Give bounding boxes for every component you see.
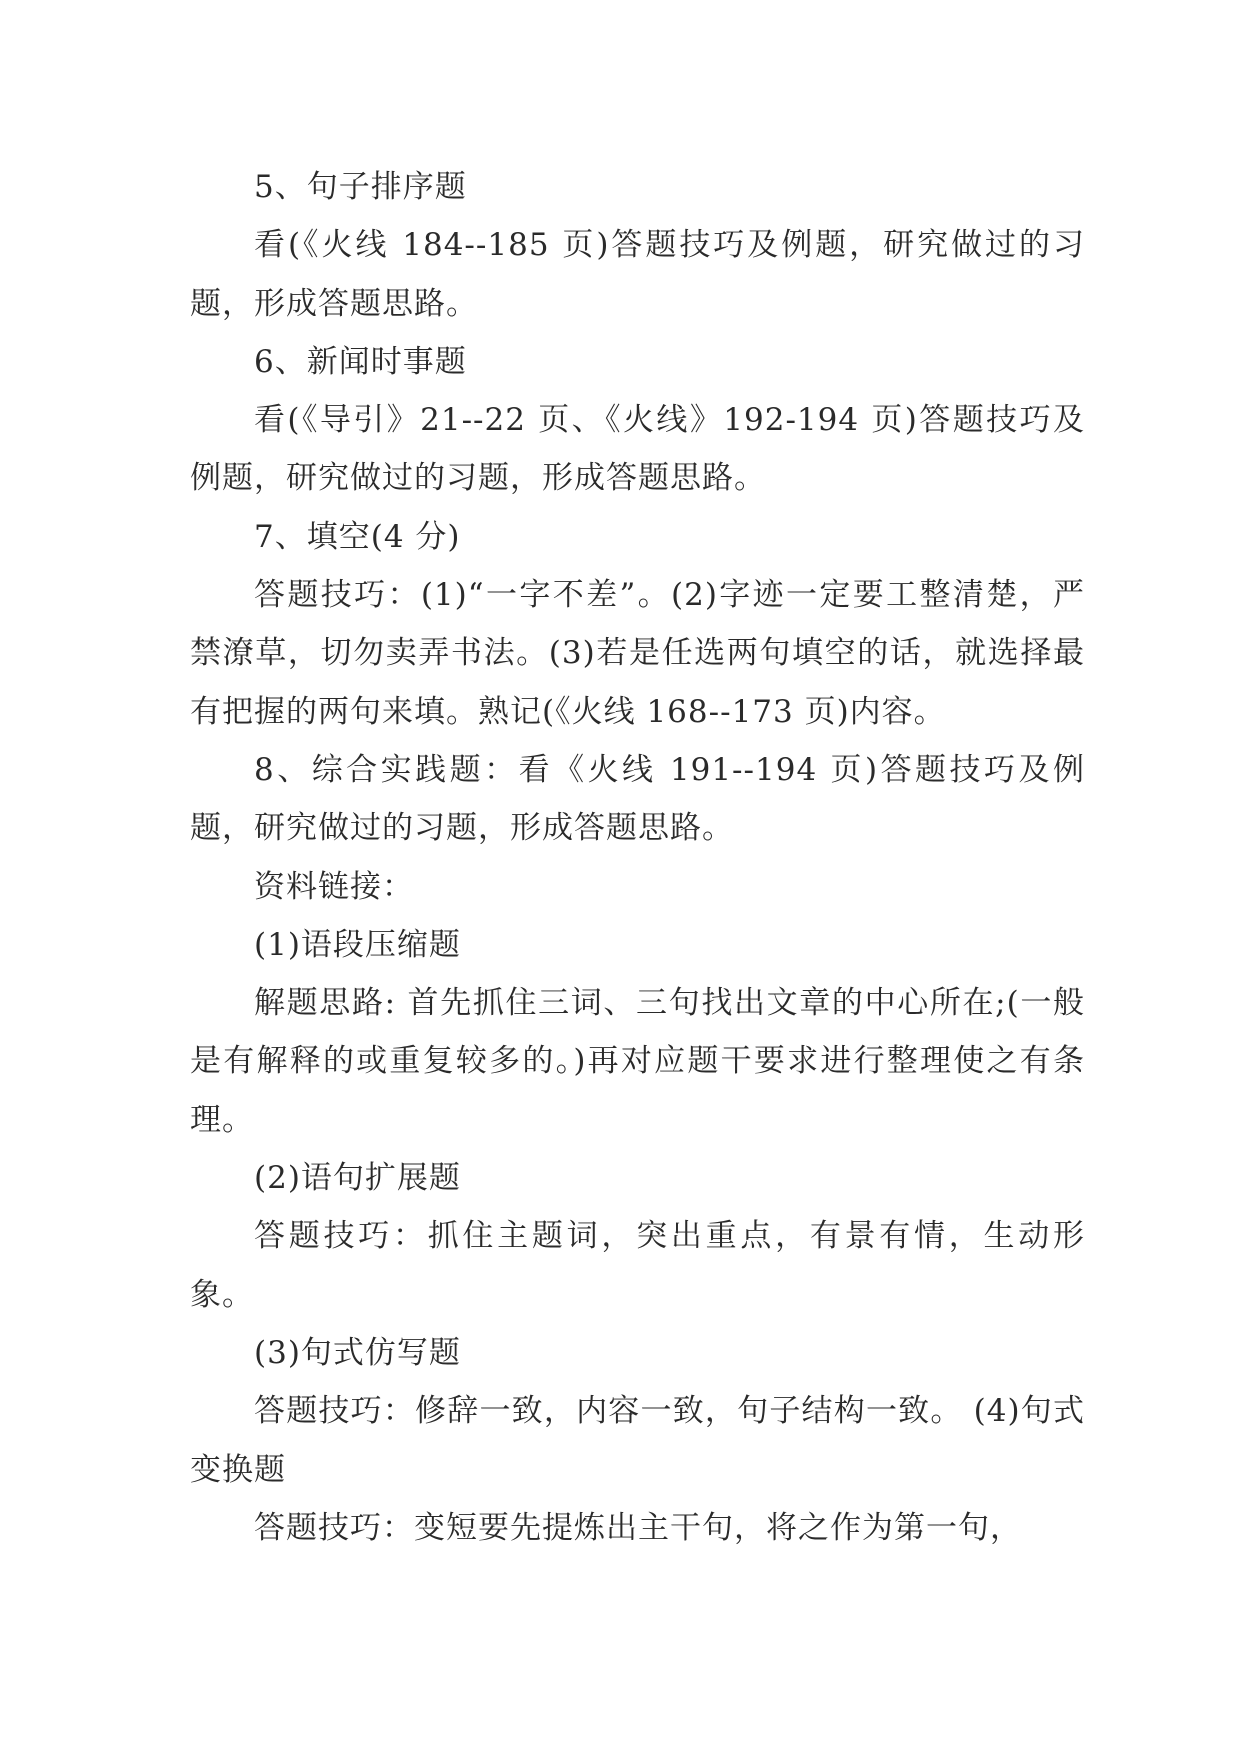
paragraph-fill-in-blank-tips: 答题技巧：(1)“一字不差”。(2)字迹一定要工整清楚，严禁潦草，切勿卖弄书法。(3)若是任选两句填空的话，就选择最有把握的两句来填。熟记(《火线 168--173 页)内容。 (190, 577, 1085, 730)
heading-sentence-expansion: (2)语句扩展题 (254, 1160, 461, 1197)
heading-fill-in-blank: 7、填空(4 分) (254, 518, 461, 555)
paragraph-sentence-imitation-tips: 答题技巧：修辞一致，内容一致，句子结构一致。 (4)句式变换题 (190, 1393, 1085, 1488)
paragraph-news-events-tips: 看(《导引》21--22 页、《火线》192-194 页)答题技巧及例题，研究做过的习题，形成答题思路。 (190, 402, 1085, 497)
paragraph-sentence-transformation-tips: 答题技巧：变短要先提炼出主干句，将之作为第一句， (254, 1509, 1022, 1546)
heading-sentence-ordering: 5、句子排序题 (254, 169, 467, 205)
document-body (190, 158, 1085, 1557)
heading-news-events: 6、新闻时事题 (254, 343, 467, 380)
heading-passage-compression: (1)语段压缩题 (254, 926, 461, 963)
paragraph-comprehensive-practice: 8、综合实践题：看《火线 191--194 页)答题技巧及例题，研究做过的习题，形成答题思路。 (190, 751, 1085, 847)
paragraph-sentence-ordering-tips: 看(《火线 184--185 页)答题技巧及例题，研究做过的习题，形成答题思路。 (190, 227, 1085, 322)
heading-resource-links: 资料链接： (254, 868, 414, 905)
paragraph-sentence-expansion-tips: 答题技巧：抓住主题词，突出重点，有景有情，生动形象。 (190, 1218, 1085, 1313)
heading-sentence-imitation: (3)句式仿写题 (254, 1334, 461, 1371)
paragraph-passage-compression-tips: 解题思路: 首先抓住三词、三句找出文章的中心所在;(一般是有解释的或重复较多的。)再对应题干要求进行整理使之有条理。 (190, 985, 1085, 1138)
